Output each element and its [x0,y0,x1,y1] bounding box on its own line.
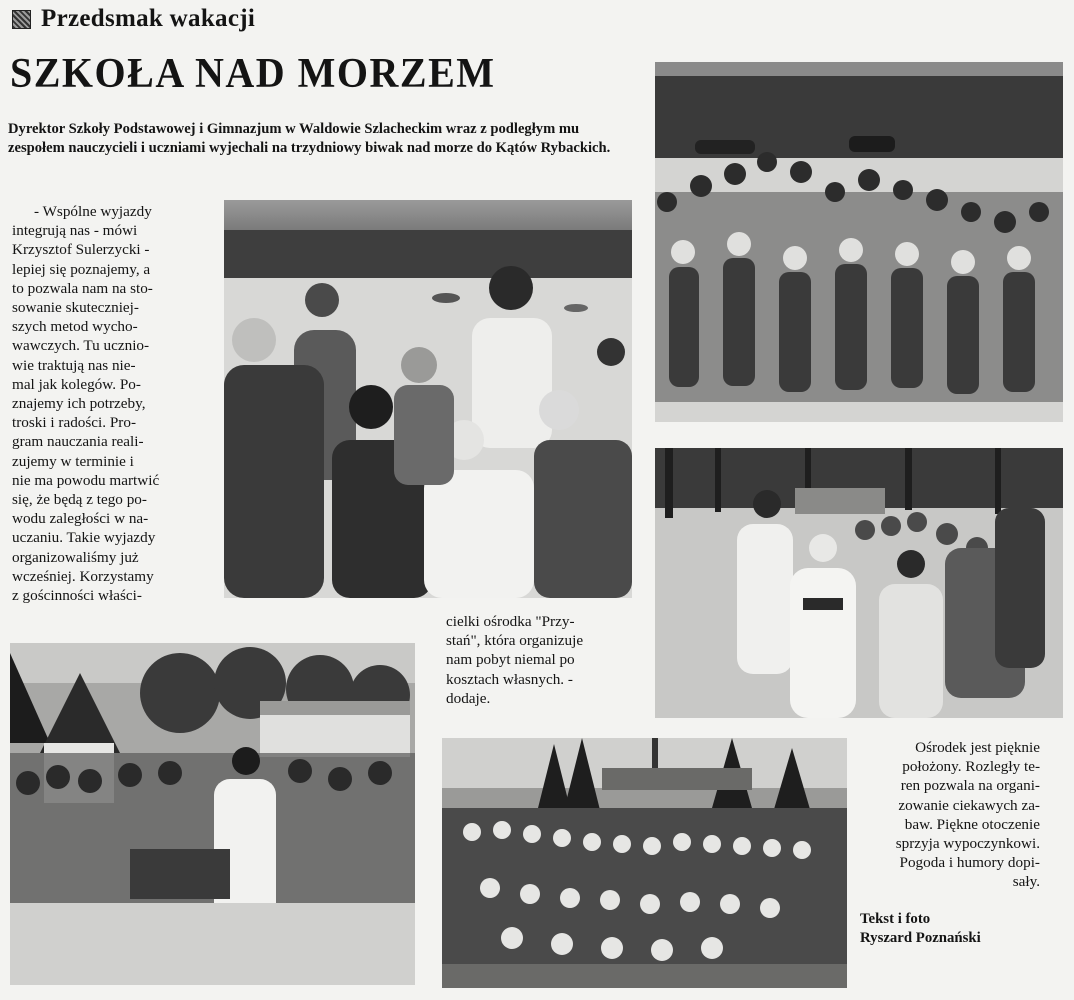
photo-park-group [442,738,847,988]
section-kicker [12,4,255,34]
body-line: z gościnności właści- [12,587,142,605]
body-line: ren pozwala na organi- [900,777,1040,795]
photo-resort-buildings [10,643,415,985]
body-line: sowanie skuteczniej- [12,299,139,317]
body-line: się, że będą z tego po- [12,491,147,509]
body-line: stań", która organizuje [446,632,584,650]
body-line: wawczych. Tu ucznio- [12,337,150,355]
body-line: nam pobyt niemal po [446,651,575,669]
body-line: sały. [1012,873,1040,891]
body-line: wcześniej. Korzystamy [12,567,154,585]
body-line: mal jak kolegów. Po- [12,375,141,393]
body-line: troski i radości. Pro- [12,414,137,432]
headline: SZKOŁA NAD MORZEM [10,49,496,97]
body-line: zujemy w terminie i [12,452,134,470]
body-line: integrują nas - mówi [12,222,138,240]
lead-paragraph: Dyrektor Szkoły Podstawowej i Gimnazjum w Waldowie Szlacheckim wraz z podległym mu zespołem nauczycieli i uczniami wyjechali na trzydniowy biwak nad morze do Kątów Rybackich. [8,121,611,156]
body-line: wie traktują nas nie- [12,356,136,374]
body-line: organizowaliśmy już [12,548,139,566]
body-line: uczaniu. Takie wyjazdy [12,529,156,547]
body-line: to pozwala nam na sto- [12,279,153,297]
photo-beach-children [224,200,632,598]
body-line: wodu zaległości w na- [12,510,149,528]
body-line: lepiej się poznajemy, a [12,260,151,278]
body-line: zowanie ciekawych za- [898,796,1040,814]
kicker-square-icon [12,10,31,29]
kicker-text: Przedsmak wakacji [41,5,256,32]
body-line: znajemy ich potrzeby, [12,395,146,413]
body-line: - Wspólne wyjazdy [34,203,152,220]
body-line: cielki ośrodka "Przy- [446,613,575,630]
photo-beach-group [655,62,1063,422]
body-column-2 [446,612,636,708]
body-line: nie ma powodu martwić [12,471,160,489]
photo-walking-group [655,448,1063,718]
byline-author: Ryszard Poznański [860,930,981,946]
body-line: szych metod wycho- [12,318,138,336]
byline-label: Tekst i foto [860,911,931,927]
body-column-1 [12,202,204,605]
body-line: baw. Piękne otoczenie [904,815,1040,833]
body-column-3 [860,738,1040,892]
byline [860,910,1040,948]
body-line: położony. Rozległy te- [902,758,1040,776]
body-line: Pogoda i humory dopi- [899,854,1040,872]
body-line: gram nauczania reali- [12,433,144,451]
body-line: sprzyja wypoczynkowi. [895,835,1040,853]
body-line: kosztach własnych. - [446,670,573,688]
body-line: Krzysztof Sulerzycki - [12,241,150,259]
body-line: Ośrodek jest pięknie [915,739,1040,756]
body-line: dodaje. [446,689,491,707]
